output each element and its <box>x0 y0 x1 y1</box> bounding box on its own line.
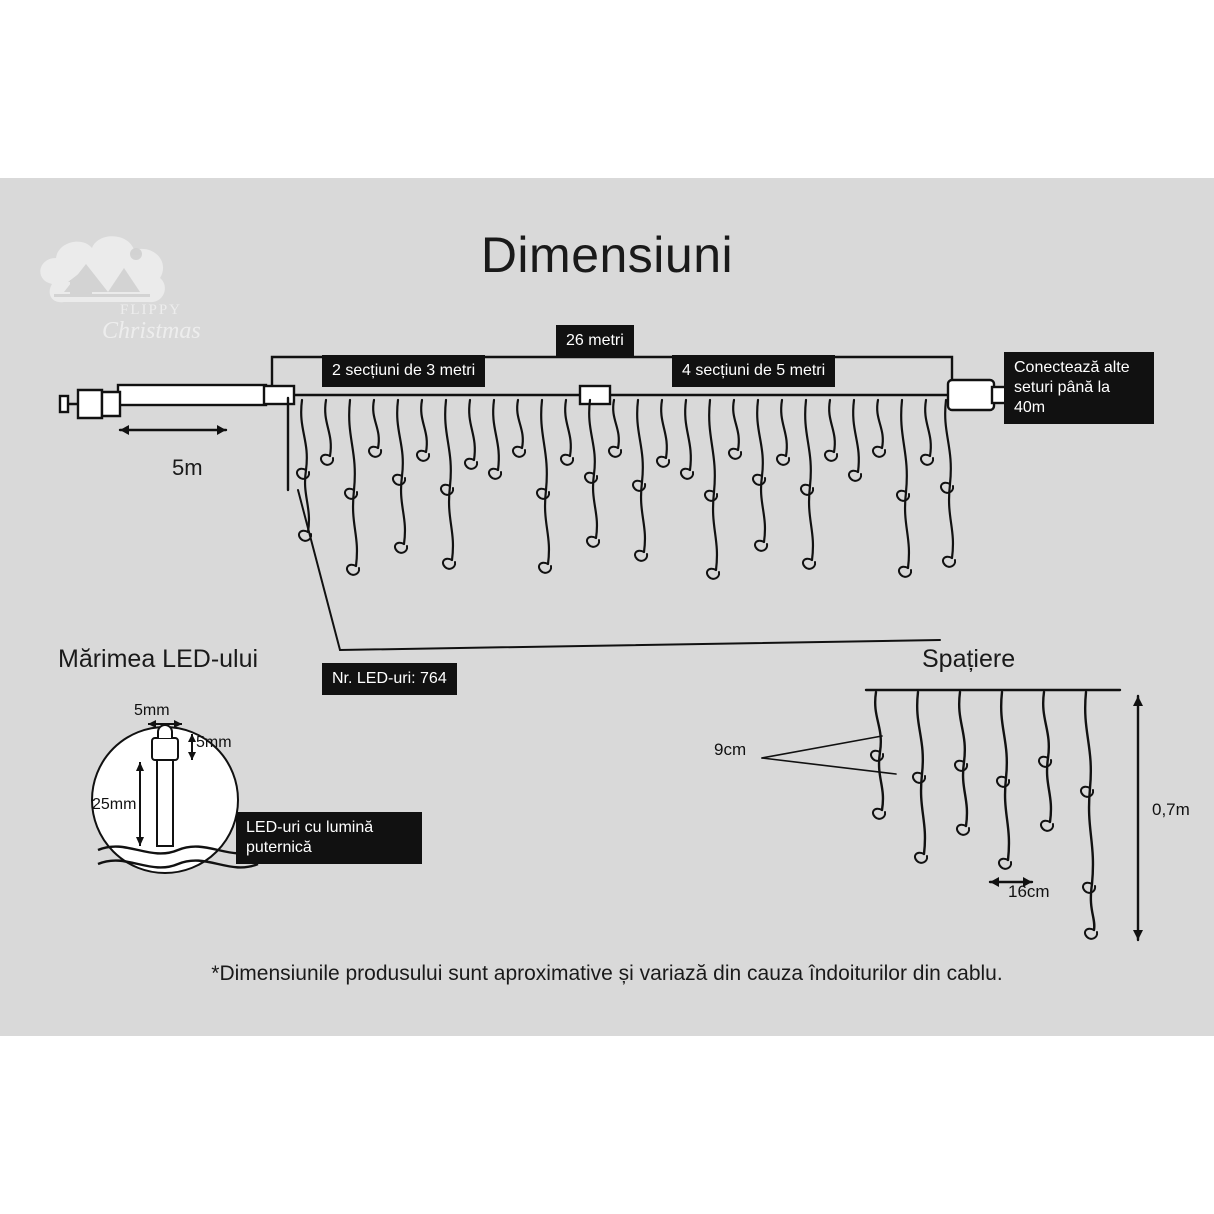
led-count-label: Nr. LED-uri: 764 <box>322 663 457 695</box>
total-length-label: 26 metri <box>556 325 634 357</box>
led-bulb-height-label: 25mm <box>92 796 137 813</box>
spacing-heading: Spațiere <box>922 645 1016 673</box>
spacing-diagram <box>690 678 1170 968</box>
watermark-line2: Christmas <box>102 318 201 344</box>
connector-note-label: Conectează alte seturi până la 40m <box>1004 352 1154 424</box>
watermark-line1: FLIPPY <box>120 302 183 318</box>
led-size-heading: Mărimea LED-ului <box>58 645 259 673</box>
footnote: *Dimensiunile produsului sunt aproximative și variază din cauza îndoiturilor din cablu. <box>211 962 1003 985</box>
right-section-label: 4 secțiuni de 5 metri <box>672 355 835 387</box>
lead-cable-length-label: 5m <box>172 455 203 480</box>
strand-spacing-label: 16cm <box>1008 882 1050 901</box>
drop-spacing-label: 9cm <box>714 740 747 759</box>
main-string-diagram <box>40 320 1070 680</box>
led-width-label: 5mm <box>134 702 170 719</box>
left-section-label: 2 secțiuni de 3 metri <box>322 355 485 387</box>
page-title: Dimensiuni <box>480 227 734 283</box>
drop-height-label: 0,7m <box>1152 800 1190 819</box>
led-brightness-note: LED-uri cu lumină puternică <box>236 812 422 864</box>
led-height-label: 5mm <box>196 734 232 751</box>
